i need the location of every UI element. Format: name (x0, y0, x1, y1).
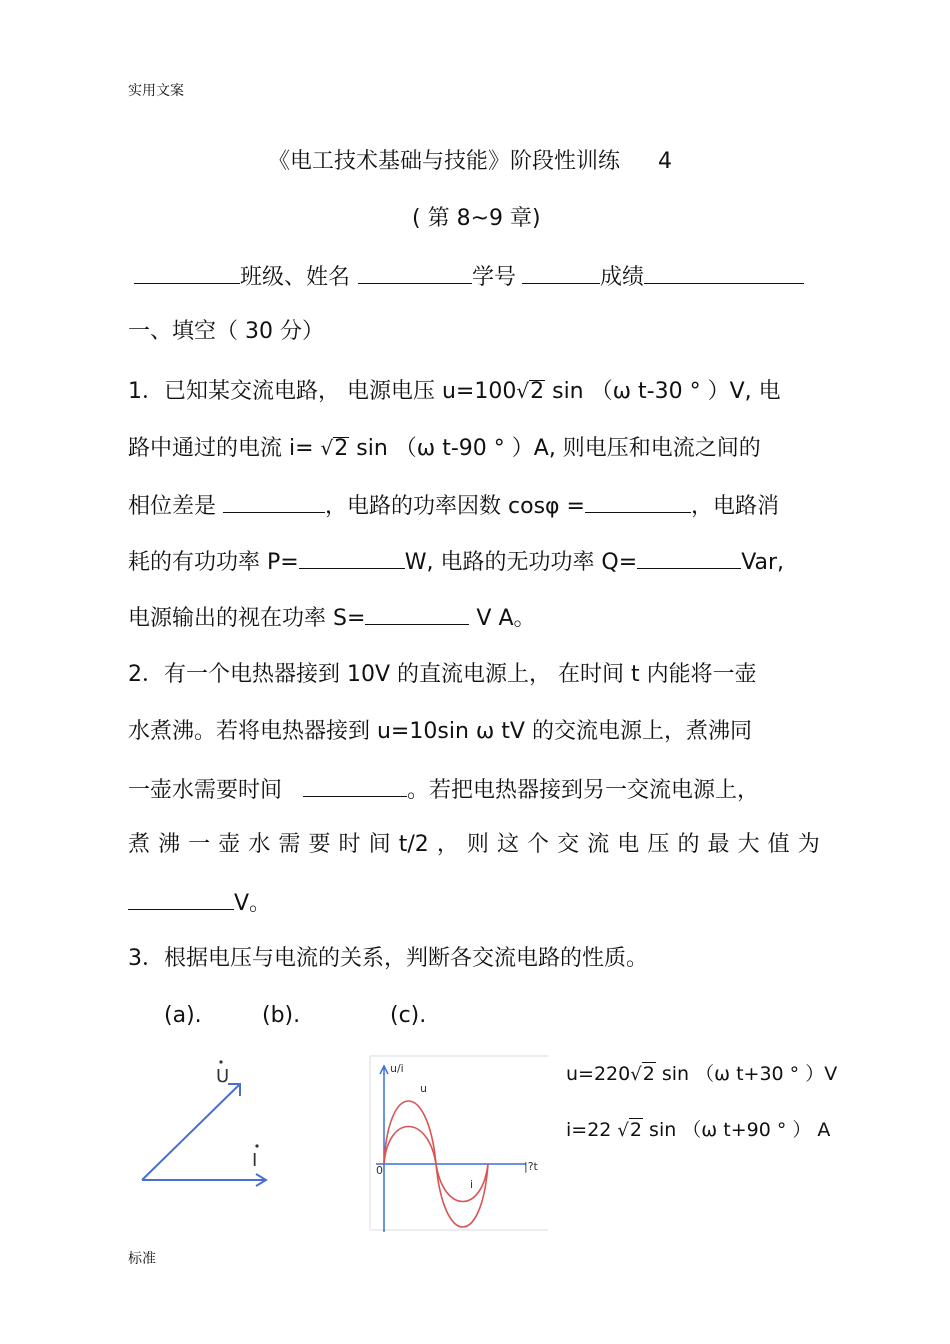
c-current-expression (566, 1116, 830, 1145)
q2-line-4 (128, 830, 820, 860)
class-blank[interactable] (134, 261, 240, 284)
c-current-text: i=22 (566, 1119, 618, 1141)
q1-text: sin （ω t-30 ° ）V, 电 (552, 379, 781, 404)
c-voltage-text: sin （ω t+30 ° ）V (661, 1063, 838, 1085)
voltage-phasor-dot (219, 1060, 222, 1063)
c-voltage-expression (566, 1060, 837, 1089)
q2-line-3 (128, 774, 759, 806)
q3-label-b: (b). (262, 1003, 301, 1028)
q2-char: 间 (368, 832, 391, 857)
q1-line-4 (128, 546, 784, 578)
q2-char: 水 (248, 832, 271, 857)
q2-text: 一壶水需要时间 (128, 778, 283, 803)
q2-char: 电 (617, 832, 640, 857)
q2-char: 壶 (218, 832, 241, 857)
q2-text: 。若把电热器接到另一交流电源上， (407, 778, 760, 803)
q2-char: 一 (188, 832, 211, 857)
q1-text: Var, (741, 550, 785, 575)
q2-char: 最 (707, 832, 730, 857)
q2-char: 压 (647, 832, 670, 857)
q1-line-1 (128, 376, 781, 407)
q2-char: 则 (466, 832, 489, 857)
section-heading: 一、填空（ 30 分） (128, 319, 324, 344)
phase-diff-blank[interactable] (223, 490, 325, 513)
q1-text: ，电路消 (690, 494, 779, 519)
sqrt-symbol: √2 (630, 1063, 655, 1085)
origin-label: 0 (376, 1164, 383, 1177)
q1-text: ，电路的功率因数 cosφ = (325, 494, 585, 519)
student-id-blank[interactable] (522, 261, 600, 284)
q2-char: ， (436, 832, 459, 857)
q1-text: W, 电路的无功功率 Q= (404, 550, 638, 575)
sqrt-symbol: √2 (516, 379, 545, 404)
q1-text: V A。 (476, 606, 536, 631)
q1-text: sin （ω t-90 ° ）A, 则电压和电流之间的 (356, 436, 761, 461)
q2-char: 煮 (128, 832, 151, 857)
active-power-blank[interactable] (299, 546, 405, 569)
student-id-label: 学号 (472, 265, 517, 290)
q2-char: 大 (737, 832, 760, 857)
power-factor-blank[interactable] (585, 490, 691, 513)
q2-char: 时 (338, 832, 361, 857)
sqrt-symbol: √2 (320, 436, 349, 461)
voltage-phasor-label: U (216, 1066, 230, 1087)
q1-text: 相位差是 (128, 494, 217, 519)
q1-text: 耗的有功功率 P= (128, 550, 299, 575)
q2-line-5 (128, 887, 271, 919)
q3-label-c: (c). (390, 1003, 427, 1028)
c-current-text: sin （ω t+90 ° ） A (649, 1119, 831, 1141)
q2-char: 流 (587, 832, 610, 857)
q1-text: 1．已知某交流电路， 电源电压 u=100 (128, 379, 517, 404)
voltage-curve-label: u (420, 1082, 427, 1095)
q1-line-3 (128, 490, 779, 522)
max-voltage-blank[interactable] (128, 887, 234, 910)
q2-char: 个 (527, 832, 550, 857)
q3-label-a: (a). (164, 1003, 202, 1028)
student-info-line (134, 261, 804, 293)
current-curve-label: i (470, 1178, 474, 1191)
score-blank[interactable] (644, 261, 804, 284)
q2-text: V。 (234, 891, 272, 916)
q2-char: 的 (677, 832, 700, 857)
waveform-chart (368, 1052, 550, 1234)
current-phasor-label: I (252, 1150, 258, 1171)
q3-text: 3．根据电压与电流的关系，判断各交流电路的性质。 (128, 946, 648, 971)
q1-line-5 (128, 602, 536, 634)
q2-line-2: 水煮沸。若将电热器接到 u=10sin ω tV 的交流电源上，煮沸同 (128, 719, 752, 744)
q1-text: 电源输出的视在功率 S= (128, 606, 366, 631)
name-blank[interactable] (358, 261, 472, 284)
q2-char: 为 (797, 832, 820, 857)
y-axis-label: u/i (390, 1062, 404, 1075)
score-label: 成绩 (600, 265, 645, 290)
chapter-range: ( 第 8~9 章) (412, 206, 541, 231)
q2-char: 值 (767, 832, 790, 857)
title-number: 4 (658, 149, 673, 174)
page-title (268, 147, 672, 177)
q2-char: 沸 (158, 832, 181, 857)
boil-time-blank[interactable] (303, 774, 407, 797)
q1-line-2 (128, 433, 761, 464)
title-main: 《电工技术基础与技能》阶段性训练 (268, 149, 621, 174)
reactive-power-blank[interactable] (637, 546, 741, 569)
footer-label: 标准 (128, 1251, 156, 1267)
c-voltage-text: u=220 (566, 1063, 631, 1085)
q1-text: 路中通过的电流 i= (128, 436, 321, 461)
q2-char: 这 (496, 832, 519, 857)
sqrt-symbol: √2 (617, 1119, 642, 1141)
header-label: 实用文案 (128, 83, 184, 99)
class-name-label: 班级、姓名 (240, 265, 351, 290)
apparent-power-blank[interactable] (365, 602, 469, 625)
current-phasor-dot (255, 1144, 258, 1147)
voltage-phasor-line (142, 1084, 240, 1180)
q2-char: 要 (308, 832, 331, 857)
q2-char: 交 (557, 832, 580, 857)
q2-char: t/2 (398, 832, 429, 857)
x-axis-label: |?t (524, 1160, 538, 1173)
phasor-diagram (130, 1050, 280, 1200)
q2-line-1: 2．有一个电热器接到 10V 的直流电源上， 在时间 t 内能将一壶 (128, 662, 757, 687)
q2-char: 需 (278, 832, 301, 857)
